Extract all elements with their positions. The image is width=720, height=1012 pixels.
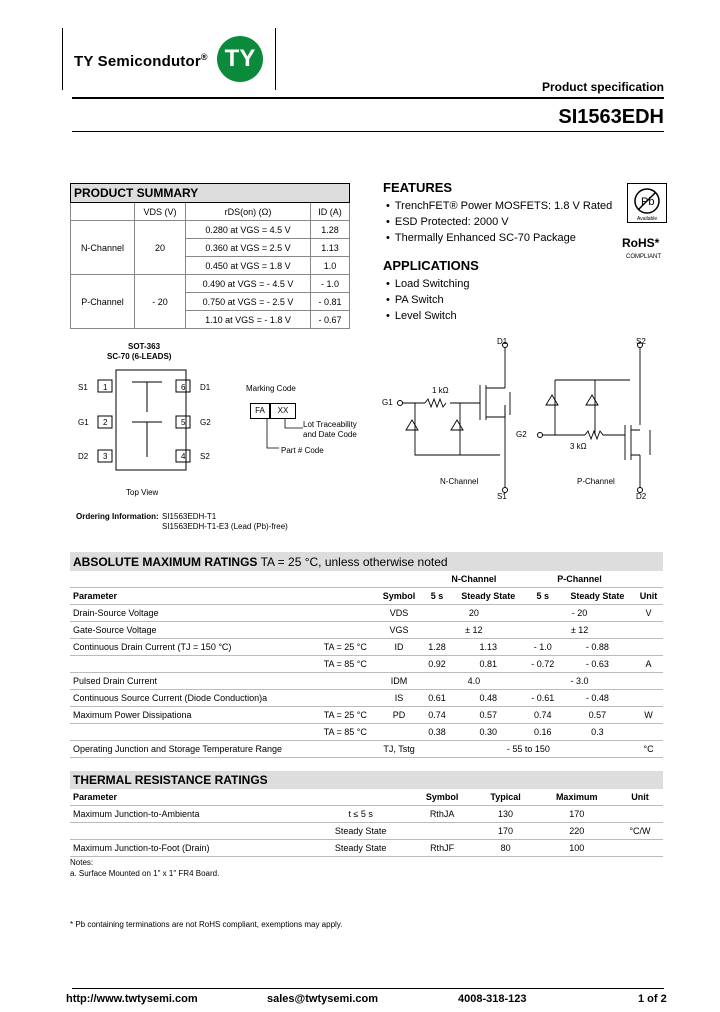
- company-name: TY Semicondutor®: [74, 52, 208, 70]
- pin-6-number: 6: [181, 383, 186, 392]
- footer-phone: 4008-318-123: [458, 993, 527, 1005]
- table-row: Pulsed Drain Current IDM 4.0 - 3.0: [70, 673, 663, 690]
- marking-leader-lines: [255, 418, 305, 453]
- list-item: • Load Switching: [397, 276, 469, 292]
- package-name: SOT-363: [128, 342, 161, 351]
- pin-g1-label: G1: [78, 418, 89, 427]
- list-item: • PA Switch: [397, 292, 469, 308]
- list-item: • Thermally Enhanced SC-70 Package: [397, 230, 612, 246]
- pin-s2-label: S2: [200, 452, 210, 461]
- table-row: 0.750 at VGS = - 2.5 V - 0.81: [71, 293, 350, 311]
- table-row: Operating Junction and Storage Temperature Range TJ, Tstg - 55 to 150 °C: [70, 741, 663, 758]
- applications-title: APPLICATIONS: [383, 258, 479, 273]
- marking-fa: FA: [250, 403, 270, 419]
- pb-free-icon: [627, 183, 667, 223]
- footer-rule: [72, 988, 664, 989]
- package-name-2: SC-70 (6-LEADS): [107, 352, 172, 361]
- amr-n-channel: N-Channel: [423, 571, 525, 588]
- schem-s2: S2: [636, 337, 646, 346]
- table-row: Maximum Power Dissipationa TA = 25 °C PD 0.74 0.57 0.74 0.57 W: [70, 707, 663, 724]
- product-spec-label: Product specification: [541, 80, 664, 94]
- table-row: Drain-Source Voltage VDS 20 - 20 V: [70, 605, 663, 622]
- marking-code-label: Marking Code: [246, 384, 296, 393]
- footer-email[interactable]: sales@twtysemi.com: [267, 993, 378, 1005]
- ordering-line2: SI1563EDH-T1-E3 (Lead (Pb)-free): [162, 522, 288, 531]
- pb-label: Pb: [641, 196, 655, 208]
- schem-p-channel: P-Channel: [577, 477, 615, 486]
- table-row: 1.10 at VGS = - 1.8 V - 0.67: [71, 311, 350, 329]
- product-summary-table: [70, 183, 350, 329]
- table-row: P-Channel - 20 0.490 at VGS = - 4.5 V - 1.0: [71, 275, 350, 293]
- pb-available-label: Available: [637, 216, 658, 222]
- table-row: TA = 85 °C 0.92 0.81 - 0.72 - 0.63 A: [70, 656, 663, 673]
- amr-subtitle: TA = 25 °C, unless otherwise noted: [260, 554, 448, 569]
- pin-g2-label: G2: [200, 418, 211, 427]
- note-a: a. Surface Mounted on 1" x 1" FR4 Board.: [70, 869, 220, 878]
- lot-traceability: Lot Traceability: [303, 420, 357, 429]
- col-id: ID (A): [311, 203, 350, 221]
- table-row: Maximum Junction-to-Foot (Drain) Steady State RthJF 80 100: [70, 840, 663, 857]
- schem-d1: D1: [497, 337, 508, 346]
- applications-list: [383, 276, 469, 324]
- schematic-diagram: [380, 340, 670, 500]
- pin-3-number: 3: [103, 452, 108, 461]
- col-vds: VDS (V): [134, 203, 185, 221]
- table-row: Maximum Junction-to-Ambienta t ≤ 5 s RthJA 130 170: [70, 806, 663, 823]
- list-item: • ESD Protected: 2000 V: [397, 214, 612, 230]
- marking-xx: XX: [270, 403, 296, 419]
- rohs-compliant: COMPLIANT: [626, 254, 662, 260]
- absolute-max-ratings-table: ABSOLUTE MAXIMUM RATINGS TA = 25 °C, unless otherwise noted N-Channel P-Channel Parameter Symbol 5 s Steady State 5 s Steady State Unit Drain-Source Voltage VDS 20 - 20 V Gate-Source Voltage VGS ± 12 ± 12 Continuous Drain Current (TJ = 150 °C) TA = 25 °C ID 1.28 1.13 - 1.0 - 0.88 TA = 85 °C 0.92 0.81 - 0.72 - 0.63 A Pulsed Drain Current IDM 4.0 - 3.0 Continuous Source Current (Diode Conduction)a IS 0.61 0.48 - 0.61 - 0.48 Maximum Power Dissipationa TA = 25 °C PD 0.74 0.57 0.74 0.57 W TA = 85 °C 0.38 0.30 0.16 0.3 Operating Junction and Storage Temperature Range TJ, Tstg - 55 to 150 °C: [70, 552, 663, 758]
- note-pb: * Pb containing terminations are not RoHS compliant, exemptions may apply.: [70, 920, 343, 929]
- schem-s1: S1: [497, 492, 507, 501]
- list-item: • Level Switch: [397, 308, 469, 324]
- rohs-label: RoHS*: [622, 236, 660, 250]
- table-row: 0.450 at VGS = 1.8 V 1.0: [71, 257, 350, 275]
- company-logo: TY: [217, 36, 263, 82]
- amr-p-channel: P-Channel: [525, 571, 634, 588]
- header-rule: [72, 97, 664, 99]
- footer-url[interactable]: http://www.twtysemi.com: [66, 993, 198, 1005]
- pin-1-number: 1: [103, 383, 108, 392]
- schem-g1: G1: [382, 398, 393, 407]
- schem-r2: 3 kΩ: [570, 442, 587, 451]
- schem-n-channel: N-Channel: [440, 477, 479, 486]
- thermal-ratings-table: THERMAL RESISTANCE RATINGS Parameter Symbol Typical Maximum Unit Maximum Junction-to-Ambienta t ≤ 5 s RthJA 130 170 Steady State 170 220 °C/W Maximum Junction-to-Foot (Drain) Steady State RthJF 80 100: [70, 771, 663, 857]
- footer-page: 1 of 2: [638, 993, 667, 1005]
- table-row: Continuous Source Current (Diode Conduction)a IS 0.61 0.48 - 0.61 - 0.48: [70, 690, 663, 707]
- part-code: Part # Code: [281, 446, 324, 455]
- table-row: TA = 85 °C 0.38 0.30 0.16 0.3: [70, 724, 663, 741]
- pin-5-number: 5: [181, 418, 186, 427]
- table-row: Continuous Drain Current (TJ = 150 °C) TA = 25 °C ID 1.28 1.13 - 1.0 - 0.88: [70, 639, 663, 656]
- ordering-label: Ordering Information:: [76, 512, 159, 521]
- pin-2-number: 2: [103, 418, 108, 427]
- features-list: [383, 198, 612, 246]
- features-title: FEATURES: [383, 180, 453, 195]
- col-rds: rDS(on) (Ω): [186, 203, 311, 221]
- thermal-title: THERMAL RESISTANCE RATINGS: [70, 771, 663, 789]
- pin-4-number: 4: [181, 452, 186, 461]
- date-code: and Date Code: [303, 430, 357, 439]
- schem-d2: D2: [636, 492, 647, 501]
- schem-r1: 1 kΩ: [432, 386, 449, 395]
- table-row: N-Channel 20 0.280 at VGS = 4.5 V 1.28: [71, 221, 350, 239]
- pin-d2-label: D2: [78, 452, 89, 461]
- list-item: • TrenchFET® Power MOSFETS: 1.8 V Rated: [397, 198, 612, 214]
- amr-title: ABSOLUTE MAXIMUM RATINGS: [73, 554, 258, 569]
- product-summary-title: PRODUCT SUMMARY: [71, 184, 350, 203]
- pin-d1-label: D1: [200, 383, 211, 392]
- top-view-label: Top View: [126, 488, 159, 497]
- schem-g2: G2: [516, 430, 527, 439]
- ordering-line1: SI1563EDH-T1: [162, 512, 217, 521]
- header-rule-2: [72, 131, 664, 132]
- notes-label: Notes:: [70, 858, 94, 867]
- pin-s1-label: S1: [78, 383, 88, 392]
- part-number: SI1563EDH: [558, 106, 664, 128]
- table-row: Steady State 170 220 °C/W: [70, 823, 663, 840]
- table-row: Gate-Source Voltage VGS ± 12 ± 12: [70, 622, 663, 639]
- table-row: 0.360 at VGS = 2.5 V 1.13: [71, 239, 350, 257]
